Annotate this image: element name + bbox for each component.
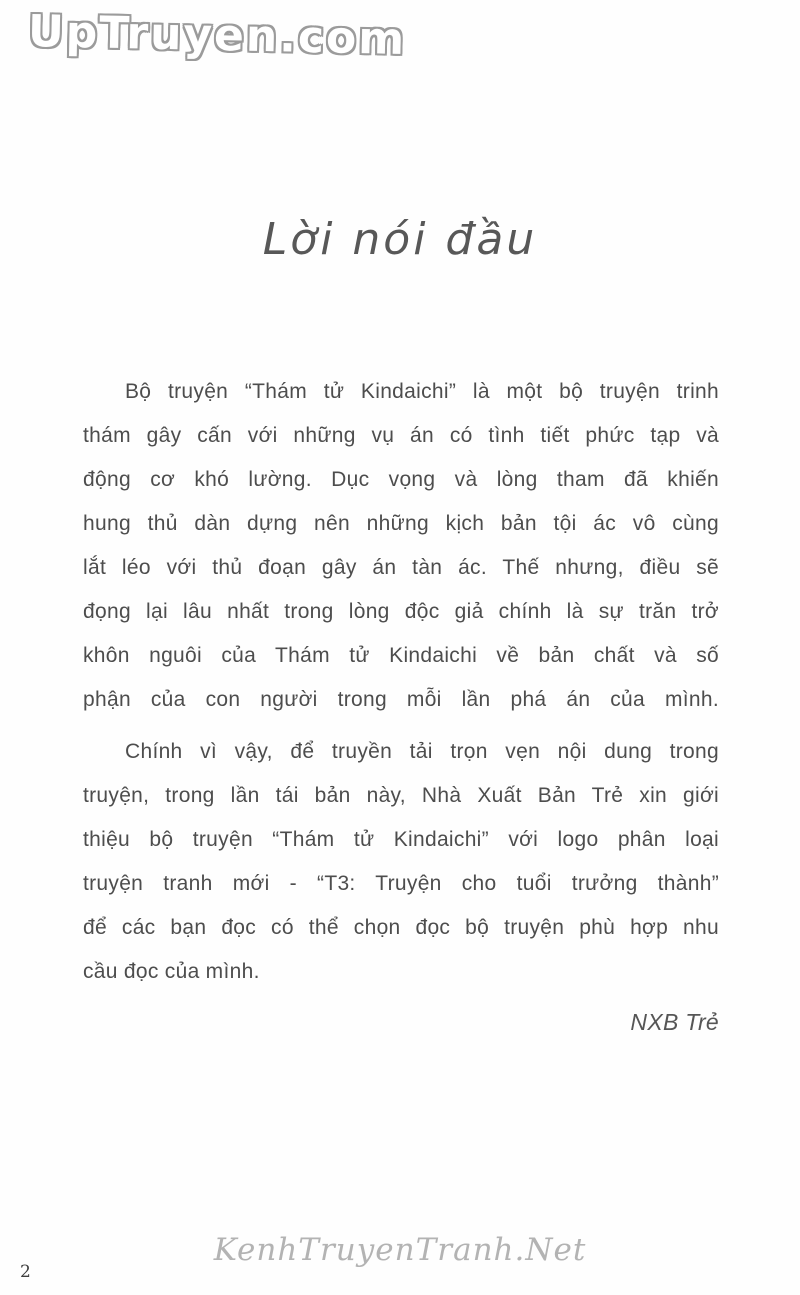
- text-line: để các bạn đọc có thể chọn đọc bộ truyện phù hợp nhu: [83, 916, 719, 939]
- kenhtruyentranh-watermark: KenhTruyenTranh.Net: [213, 1232, 587, 1268]
- text-line: Chính vì vậy, để truyền tải trọn vẹn nội dung trong: [125, 740, 719, 763]
- text-line: truyện tranh mới - “T3: Truyện cho tuổi trưởng thành”: [83, 872, 719, 895]
- text-line: đọng lại lâu nhất trong lòng độc giả chính là sự trăn trở: [83, 600, 719, 623]
- text-line: Bộ truyện “Thám tử Kindaichi” là một bộ truyện trinh: [125, 380, 719, 403]
- paragraph-1: [83, 370, 719, 722]
- text-line: thiệu bộ truyện “Thám tử Kindaichi” với logo phân loại: [83, 828, 719, 851]
- page-number: 2: [20, 1262, 31, 1282]
- preface-body: [83, 370, 719, 1044]
- page-title: Lời nói đầu: [262, 214, 538, 265]
- text-line: thám gây cấn với những vụ án có tình tiết phức tạp và: [83, 424, 719, 447]
- text-line: phận của con người trong mỗi lần phá án của mình.: [83, 688, 719, 711]
- paragraph-2: [83, 730, 719, 994]
- text-line: cầu đọc của mình.: [83, 960, 260, 983]
- text-line: động cơ khó lường. Dục vọng và lòng tham đã khiến: [83, 468, 719, 491]
- text-line: hung thủ dàn dựng nên những kịch bản tội ác vô cùng: [83, 512, 719, 535]
- text-line: khôn nguôi của Thám tử Kindaichi về bản chất và số: [83, 644, 719, 667]
- text-line: truyện, trong lần tái bản này, Nhà Xuất Bản Trẻ xin giới: [83, 784, 719, 807]
- publisher-signature: NXB Trẻ: [630, 1009, 719, 1035]
- text-line: lắt léo với thủ đoạn gây án tàn ác. Thế nhưng, điều sẽ: [83, 556, 719, 579]
- uptruyen-watermark-logo: UpTruyen.com: [27, 6, 407, 65]
